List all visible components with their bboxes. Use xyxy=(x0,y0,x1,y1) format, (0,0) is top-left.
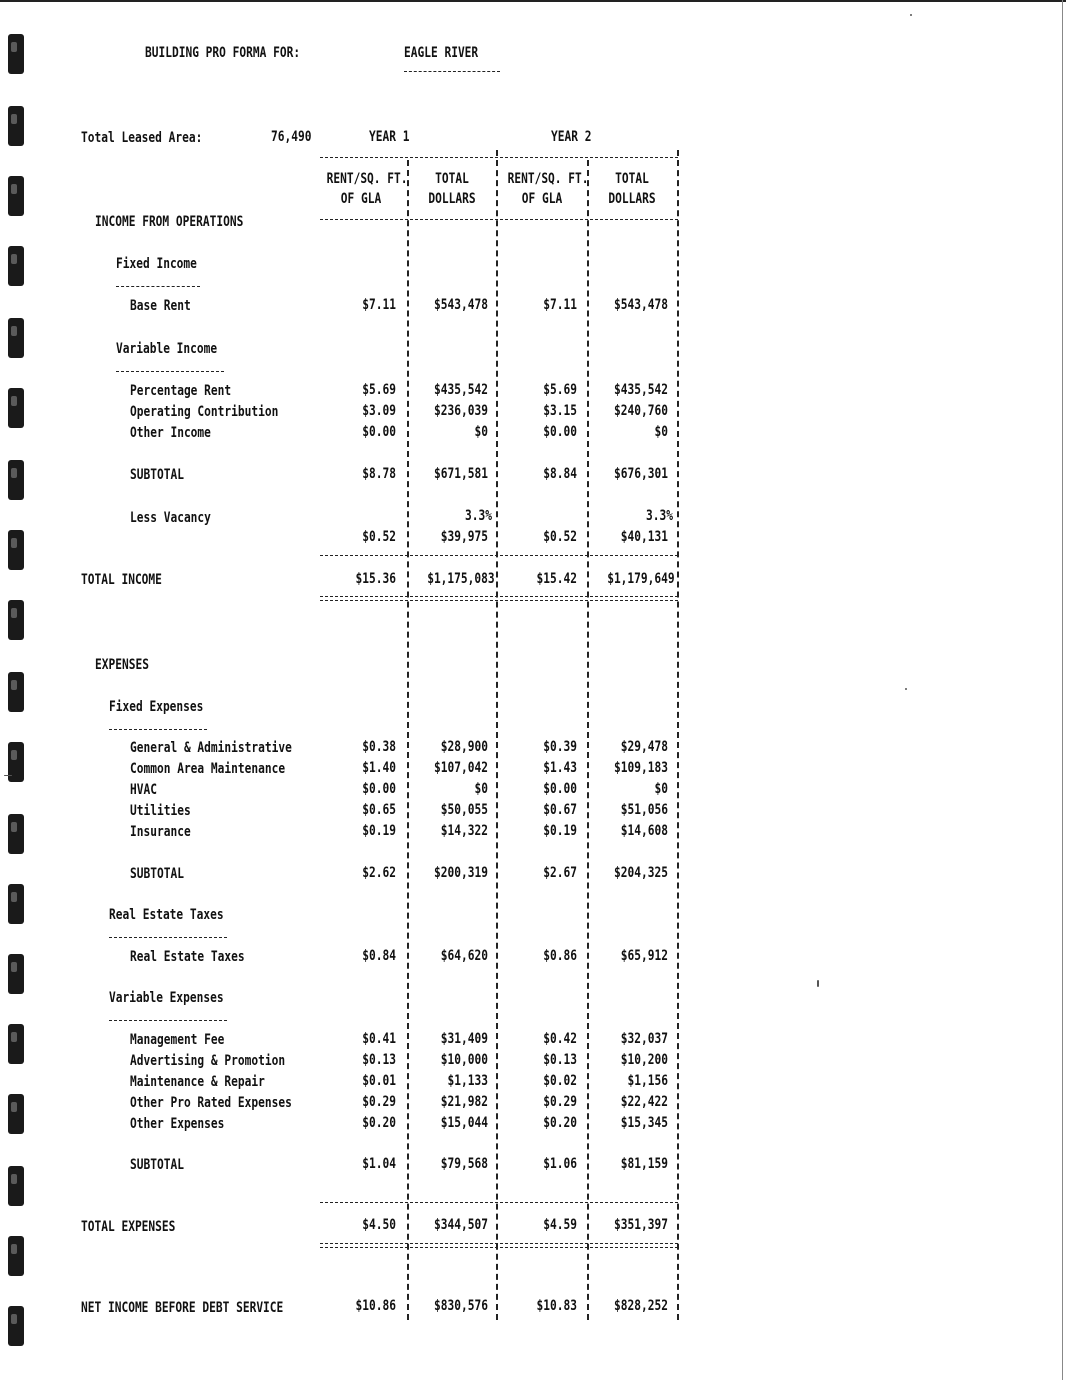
y1-total-cell: $543,478 xyxy=(434,297,488,313)
row-label: Insurance xyxy=(130,824,191,840)
y1-rent-cell: $2.62 xyxy=(362,865,396,881)
y1-rent-cell: $5.69 xyxy=(362,382,396,398)
y1-total-cell: $435,542 xyxy=(434,382,488,398)
y2-total-cell: $676,301 xyxy=(614,466,668,482)
y2-total-header-line1: TOTAL xyxy=(615,171,649,187)
punch-hole xyxy=(8,1166,24,1206)
fixed-expenses-underline xyxy=(109,729,207,730)
row-label: TOTAL INCOME xyxy=(81,572,162,588)
y2-total-cell: $29,478 xyxy=(620,739,668,755)
y2-rent-cell: $0.00 xyxy=(543,424,577,440)
y2-rent-cell: $0.39 xyxy=(543,739,577,755)
row-label: Other Income xyxy=(130,425,211,441)
y1-total-cell: $10,000 xyxy=(440,1052,488,1068)
property-underline xyxy=(404,71,500,72)
y1-rent-cell: $1.04 xyxy=(362,1156,396,1172)
y1-rent-cell: $0.65 xyxy=(362,802,396,818)
y2-total-cell: $40,131 xyxy=(620,529,668,545)
y2-rent-cell: $5.69 xyxy=(543,382,577,398)
row-label: Percentage Rent xyxy=(130,383,232,399)
y2-rent-cell: $2.67 xyxy=(543,865,577,881)
income-total-double-rule xyxy=(320,596,678,601)
y1-total-cell: $1,133 xyxy=(447,1073,488,1089)
real-estate-taxes-heading: Real Estate Taxes xyxy=(109,907,224,923)
year-divider xyxy=(496,150,498,1320)
punch-hole xyxy=(8,246,24,286)
y2-total-cell: $204,325 xyxy=(614,865,668,881)
y2-pct-cell: 3.3% xyxy=(646,508,673,524)
y2-rent-cell: $1.06 xyxy=(543,1156,577,1172)
y2-rent-cell: $3.15 xyxy=(543,403,577,419)
y1-rent-cell: $0.19 xyxy=(362,823,396,839)
y2-total-header-line2: DOLLARS xyxy=(608,191,656,207)
scan-speck xyxy=(910,14,912,16)
y1-total-cell: $830,576 xyxy=(434,1298,488,1314)
variable-income-underline xyxy=(116,371,224,372)
y2-total-cell: $1,156 xyxy=(627,1073,668,1089)
y1-rent-header-line2: OF GLA xyxy=(340,191,382,207)
y2-rent-cell: $0.20 xyxy=(543,1115,577,1131)
y2-rent-cell: $0.19 xyxy=(543,823,577,839)
y1-rent-cell: $0.00 xyxy=(362,781,396,797)
y1-total-cell: $1,175,083 xyxy=(427,571,495,587)
y2-total-cell: $14,608 xyxy=(620,823,668,839)
y1-total-cell: $64,620 xyxy=(440,948,488,964)
y1-rent-cell: $1.40 xyxy=(362,760,396,776)
punch-hole xyxy=(8,1306,24,1346)
row-label: TOTAL EXPENSES xyxy=(81,1219,176,1235)
expenses-total-double-rule xyxy=(320,1243,678,1248)
year-1-column-divider xyxy=(407,160,409,1320)
y1-total-cell: $31,409 xyxy=(440,1031,488,1047)
punch-hole xyxy=(8,388,24,428)
punch-hole xyxy=(8,814,24,854)
y1-rent-header-line1: RENT/SQ. FT. xyxy=(326,171,408,187)
y1-rent-cell: $0.29 xyxy=(362,1094,396,1110)
y2-total-cell: $0 xyxy=(654,781,668,797)
right-border xyxy=(677,150,679,1320)
y2-total-cell: $22,422 xyxy=(620,1094,668,1110)
y2-total-cell: $543,478 xyxy=(614,297,668,313)
variable-expenses-underline xyxy=(109,1020,227,1021)
y2-rent-cell: $15.42 xyxy=(536,571,577,587)
page-right-edge xyxy=(1062,0,1063,1380)
punch-hole xyxy=(8,954,24,994)
row-label: Common Area Maintenance xyxy=(130,761,286,777)
y1-total-cell: $236,039 xyxy=(434,403,488,419)
y1-rent-cell: $0.38 xyxy=(362,739,396,755)
y1-total-cell: $50,055 xyxy=(440,802,488,818)
income-total-top-rule xyxy=(320,555,678,556)
variable-expenses-heading: Variable Expenses xyxy=(109,990,224,1006)
punch-hole xyxy=(8,600,24,640)
row-label: Operating Contribution xyxy=(130,404,279,420)
y2-total-cell: $15,345 xyxy=(620,1115,668,1131)
fixed-income-heading: Fixed Income xyxy=(116,256,197,272)
y1-total-header-line2: DOLLARS xyxy=(428,191,476,207)
y1-total-cell: $671,581 xyxy=(434,466,488,482)
scan-speck xyxy=(817,980,819,987)
year-2-heading: YEAR 2 xyxy=(551,129,592,145)
y2-rent-cell: $0.86 xyxy=(543,948,577,964)
y1-total-cell: $200,319 xyxy=(434,865,488,881)
y2-rent-header-line2: OF GLA xyxy=(521,191,563,207)
row-label: Maintenance & Repair xyxy=(130,1074,265,1090)
y2-rent-cell: $1.43 xyxy=(543,760,577,776)
scan-speck xyxy=(4,775,12,776)
row-label: HVAC xyxy=(130,782,157,798)
punch-hole xyxy=(8,1024,24,1064)
punch-hole xyxy=(8,742,24,782)
y2-rent-cell: $0.29 xyxy=(543,1094,577,1110)
row-label: SUBTOTAL xyxy=(130,467,184,483)
y2-total-cell: $109,183 xyxy=(614,760,668,776)
row-label: NET INCOME BEFORE DEBT SERVICE xyxy=(81,1300,284,1316)
fixed-expenses-heading: Fixed Expenses xyxy=(109,699,204,715)
y2-total-cell: $1,179,649 xyxy=(607,571,675,587)
punch-hole xyxy=(8,1236,24,1276)
y2-rent-cell: $10.83 xyxy=(536,1298,577,1314)
punch-hole xyxy=(8,884,24,924)
row-label: Other Pro Rated Expenses xyxy=(130,1095,292,1111)
y2-total-cell: $351,397 xyxy=(614,1217,668,1233)
document-title-label: BUILDING PRO FORMA FOR: xyxy=(145,45,301,61)
y1-total-cell: $0 xyxy=(474,424,488,440)
y1-total-cell: $21,982 xyxy=(440,1094,488,1110)
scan-speck xyxy=(905,688,907,690)
expenses-total-top-rule xyxy=(320,1202,678,1203)
row-label: General & Administrative xyxy=(130,740,292,756)
header-bottom-rule xyxy=(320,219,678,220)
y2-rent-cell: $0.42 xyxy=(543,1031,577,1047)
year-2-column-divider xyxy=(587,160,589,1320)
y2-rent-cell: $0.02 xyxy=(543,1073,577,1089)
y1-rent-cell: $3.09 xyxy=(362,403,396,419)
row-label: Advertising & Promotion xyxy=(130,1053,286,1069)
y1-total-cell: $39,975 xyxy=(440,529,488,545)
row-label: SUBTOTAL xyxy=(130,866,184,882)
y1-total-cell: $344,507 xyxy=(434,1217,488,1233)
y2-total-cell: $240,760 xyxy=(614,403,668,419)
punch-hole xyxy=(8,672,24,712)
y1-rent-cell: $0.84 xyxy=(362,948,396,964)
y1-rent-cell: $0.00 xyxy=(362,424,396,440)
y2-total-cell: $65,912 xyxy=(620,948,668,964)
row-label: SUBTOTAL xyxy=(130,1157,184,1173)
y2-total-cell: $10,200 xyxy=(620,1052,668,1068)
y2-rent-cell: $0.13 xyxy=(543,1052,577,1068)
y1-rent-cell: $15.36 xyxy=(355,571,396,587)
row-label: Less Vacancy xyxy=(130,510,211,526)
punch-hole xyxy=(8,176,24,216)
y1-total-cell: $15,044 xyxy=(440,1115,488,1131)
real-estate-taxes-underline xyxy=(109,937,227,938)
y2-total-cell: $0 xyxy=(654,424,668,440)
y1-total-header-line1: TOTAL xyxy=(435,171,469,187)
y2-rent-cell: $4.59 xyxy=(543,1217,577,1233)
leased-area-value: 76,490 xyxy=(271,129,312,145)
punch-hole xyxy=(8,106,24,146)
y1-rent-cell: $0.52 xyxy=(362,529,396,545)
expenses-heading: EXPENSES xyxy=(95,657,149,673)
y1-pct-cell: 3.3% xyxy=(465,508,492,524)
y2-rent-cell: $8.84 xyxy=(543,466,577,482)
y2-rent-header-line1: RENT/SQ. FT. xyxy=(507,171,589,187)
variable-income-heading: Variable Income xyxy=(116,341,218,357)
y2-total-cell: $435,542 xyxy=(614,382,668,398)
y1-total-cell: $28,900 xyxy=(440,739,488,755)
y1-rent-cell: $0.13 xyxy=(362,1052,396,1068)
y2-total-cell: $81,159 xyxy=(620,1156,668,1172)
punch-hole xyxy=(8,34,24,74)
y1-total-cell: $14,322 xyxy=(440,823,488,839)
y2-total-cell: $828,252 xyxy=(614,1298,668,1314)
y1-rent-cell: $7.11 xyxy=(362,297,396,313)
page-top-edge xyxy=(0,0,1066,2)
punch-hole xyxy=(8,530,24,570)
y2-rent-cell: $0.52 xyxy=(543,529,577,545)
row-label: Base Rent xyxy=(130,298,191,314)
property-name: EAGLE RIVER xyxy=(404,45,479,61)
row-label: Management Fee xyxy=(130,1032,225,1048)
y1-rent-cell: $0.01 xyxy=(362,1073,396,1089)
y1-rent-cell: $0.20 xyxy=(362,1115,396,1131)
y1-rent-cell: $4.50 xyxy=(362,1217,396,1233)
y2-rent-cell: $0.00 xyxy=(543,781,577,797)
row-label: Real Estate Taxes xyxy=(130,949,245,965)
year-1-heading: YEAR 1 xyxy=(369,129,410,145)
y1-rent-cell: $0.41 xyxy=(362,1031,396,1047)
fixed-income-underline xyxy=(116,286,200,287)
y1-total-cell: $0 xyxy=(474,781,488,797)
y1-rent-cell: $8.78 xyxy=(362,466,396,482)
row-label: Other Expenses xyxy=(130,1116,225,1132)
row-label: Utilities xyxy=(130,803,191,819)
punch-hole xyxy=(8,460,24,500)
y2-rent-cell: $0.67 xyxy=(543,802,577,818)
leased-area-label: Total Leased Area: xyxy=(81,130,203,146)
income-heading: INCOME FROM OPERATIONS xyxy=(95,214,244,230)
y1-rent-cell: $10.86 xyxy=(355,1298,396,1314)
y2-rent-cell: $7.11 xyxy=(543,297,577,313)
punch-hole xyxy=(8,1094,24,1134)
y2-total-cell: $32,037 xyxy=(620,1031,668,1047)
y2-total-cell: $51,056 xyxy=(620,802,668,818)
header-top-rule xyxy=(320,157,678,158)
punch-hole xyxy=(8,318,24,358)
y1-total-cell: $79,568 xyxy=(440,1156,488,1172)
y1-total-cell: $107,042 xyxy=(434,760,488,776)
